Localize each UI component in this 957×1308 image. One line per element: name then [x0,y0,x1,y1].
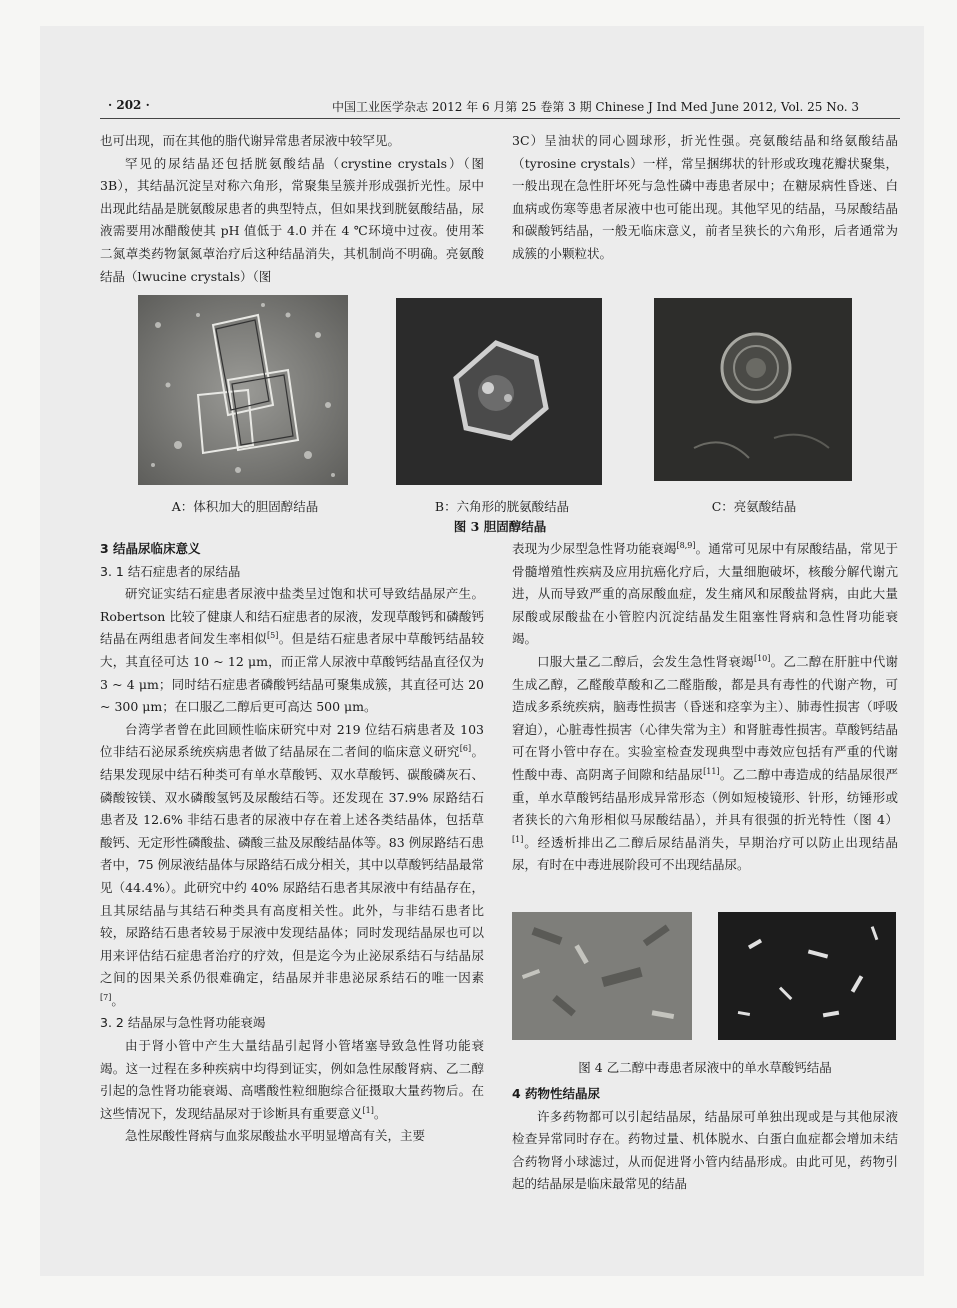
micrograph-fig4-right [718,912,896,1040]
figure3-caption-a: A：体积加大的胆固醇结晶 [171,499,319,514]
paragraph: 由于肾小管中产生大量结晶引起肾小管堵塞导致急性肾功能衰竭。这一过程在多种疾病中均得到证实，例如急性尿酸肾病、乙二醇引起的急性肾功能衰竭、高嗜酸性粒细胞综合征摄取大量药物后。在这些情况下，发现结晶尿对于诊断具有重要意义[1]。 [100,1038,484,1121]
subsection-heading: 3. 1 结石症患者的尿结晶 [100,563,241,579]
section-heading: 4 药物性结晶尿 [512,1086,601,1101]
paragraph: 急性尿酸性肾病与血浆尿酸盐水平明显增高有关，主要 [125,1128,426,1144]
micrograph-c [654,298,852,481]
paragraph: 也可出现，而在其他的脂代谢异常患者尿液中较罕见。 [100,133,401,148]
paragraph: 罕见的尿结晶还包括胱氨酸结晶（crystine crystals）（图 3B），其结晶沉淀呈对称六角形，常聚集呈簇并形成强折光性。尿中出现此结晶是胱氨酸尿患者的典型特点，但如果找到胱氨酸结晶，尿液需要用冰醋酸使其 pH 值低于 4.0 并在 4 ℃环境中过夜。使用苯二氮䓬类药物氯氮䓬治疗后这种结晶消失，其机制尚不明确。亮氨酸结晶（lwucine crystals）（图 [100,155,484,284]
figure4-caption: 图 4 乙二醇中毒患者尿液中的单水草酸钙结晶 [578,1060,832,1075]
page-number: · 202 · [108,98,150,112]
figure3-caption-c: C：亮氨酸结晶 [711,499,797,514]
paragraph: 表现为少尿型急性肾功能衰竭[8,9]。通常可见尿中有尿酸结晶，常见于骨髓增殖性疾病及应用抗癌化疗后，大量细胞破坏，核酸分解代谢亢进，从而导致严重的高尿酸血症，发生痛风和尿酸盐肾病，由此大量尿酸或尿酸盐在小管腔内沉淀结晶发生阻塞性肾病和急性肾功能衰竭。 [512,540,898,647]
paragraph: 许多药物都可以引起结晶尿，结晶尿可单独出现或是与其他尿液检查异常同时存在。药物过量、机体脱水、白蛋白血症都会增加未结合药物肾小球滤过，从而促进肾小管内结晶形成。由此可见，药物引起的结晶尿是临床最常见的结晶 [512,1108,898,1192]
paragraph: 台湾学者曾在此回顾性临床研究中对 219 位结石病患者及 103 位非结石泌尿系统疾病患者做了结晶尿在二者间的临床意义研究[6]。结果发现尿中结石种类可有单水草酸钙、双水草酸钙、碳酸磷灰石、磷酸铵镁、双水磷酸氢钙及尿酸结石等。还发现在 37.9% 尿路结石患者及 12.6% 非结石患者的尿液中存在着上述各类结晶体，包括草酸钙、无定形性磷酸盐、磷酸三盐及尿酸结晶体等。83 例尿路结石患者中，75 例尿液结晶体与尿路结石成分相关，其中以草酸钙结晶最常见（44.4%）。此研究中约 40% 尿路结石患者其尿液中有结晶存在，且其尿结晶与其结石种类具有高度相关性。此外，与非结石患者比较，尿路结石患者较易于尿液中发现结晶体；同时发现结晶尿也可以用来评估结石症患者治疗的疗效，但是迄今为止泌尿系结石与结晶尿之间的因果关系仍很难确定，结晶尿并非患泌尿系结石的唯一因素[7]。 [100,721,484,1008]
micrograph-fig4-left [512,912,692,1040]
figure3-title: 图 3 胆固醇结晶 [453,519,547,534]
section-heading: 3 结晶尿临床意义 [100,541,201,556]
paragraph: 口服大量乙二醇后，会发生急性肾衰竭[10]。乙二醇在肝脏中代谢生成乙醇，乙醛酸草酸和乙二醛脂酸，都是具有毒性的代谢产物，可造成多系统疾病，脑毒性损害（昏迷和痉挛为主）、肺毒性损害（呼吸窘迫），心脏毒性损害（心律失常为主）和肾脏毒性损害。草酸钙结晶可在肾小管中存在。实验室检查发现典型中毒效应包括有严重的代谢性酸中毒、高阴离子间隙和结晶尿[11]。乙二醇中毒造成的结晶尿很严重，单水草酸钙结晶形成异常形态（例如短棱镜形、针形，纺锤形或者狭长的六角形相似马尿酸结晶），并具有很强的折光特性（图 4）[1]。经透析排出乙二醇后尿结晶消失，早期治疗可以防止出现结晶尿，有时在中毒进展阶段可不出现结晶尿。 [512,653,898,873]
micrograph-b [396,298,602,485]
micrograph-a [138,295,348,485]
paragraph: 研究证实结石症患者尿液中盐类呈过饱和状可导致结晶尿产生。Robertson 比较了健康人和结石症患者的尿液，发现草酸钙和磷酸钙结晶在两组患者间发生率相似[5]。但是结石症患者尿中草酸钙结晶较大，其直径可达 10 ~ 12 μm，而正常人尿液中草酸钙结晶直径仅为 3 ~ 4 μm；同时结石症患者磷酸钙结晶可聚集成簇，其直径可达 20 ~ 300 μm；在口服乙二醇后更可高达 500 μm。 [100,586,484,715]
right-body-column-bottom [512,1083,898,1196]
subsection-heading: 3. 2 结晶尿与急性肾功能衰竭 [100,1015,266,1031]
figure3-caption-b: B：六角形的胱氨酸结晶 [434,499,570,514]
paragraph: 3C）呈油状的同心圆球形，折光性强。亮氨酸结晶和络氨酸结晶（tyrosine crystals）一样，常呈捆绑状的针形或玫瑰花瓣状聚集，一般出现在急性肝坏死与急性磷中毒患者尿中；在糖尿病性昏迷、白血病或伤寒等患者尿液中也可能出现。其他罕见的结晶，马尿酸结晶和碳酸钙结晶，一般无临床意义，前者呈狭长的六角形，后者通常为成簇的小颗粒状。 [512,133,898,261]
right-body-column-top [512,538,898,877]
journal-info: 中国工业医学杂志 2012 年 6 月第 25 卷第 3 期 Chinese J Ind Med June 2012, Vol. 25 No. 3 [332,100,860,114]
left-body-column [100,538,484,1148]
left-top-column [100,130,484,288]
running-header [100,96,900,119]
right-top-column [512,130,898,266]
